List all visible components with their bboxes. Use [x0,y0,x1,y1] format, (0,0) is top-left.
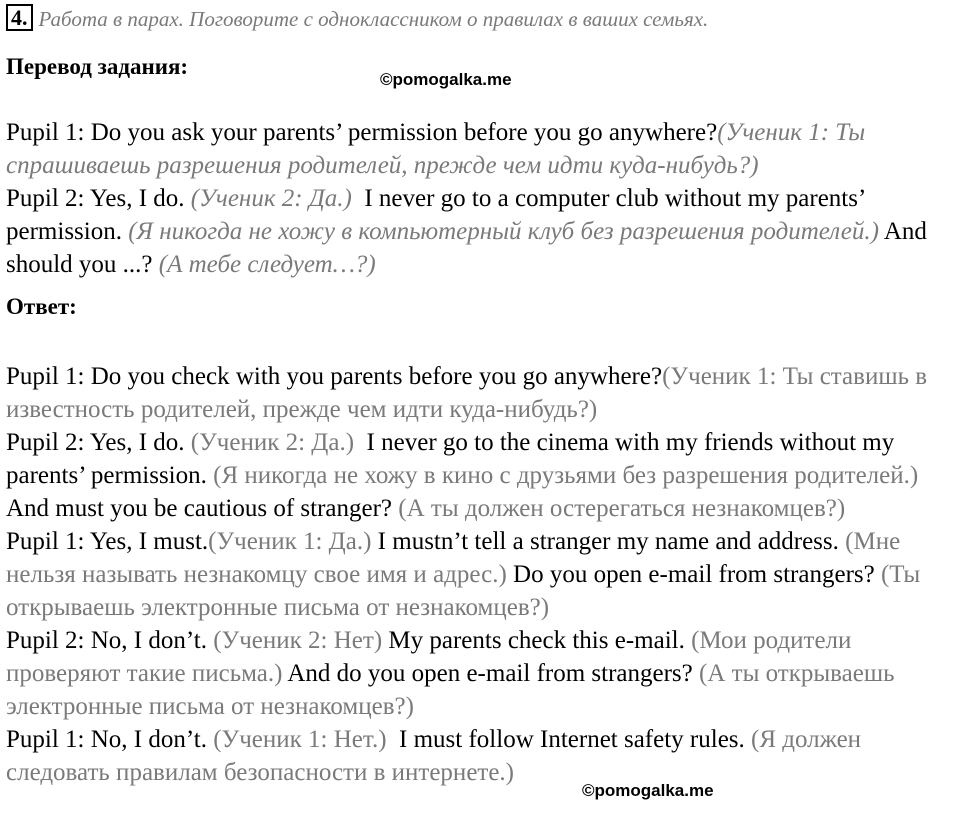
line-a4-en: And must you be cautious of stranger? [6,495,393,522]
line-a11-en: Pupil 1: No, I don’t. [6,726,207,753]
task-header [6,4,708,32]
line-t4-en: And should you ...? [6,218,927,278]
translation-block [6,116,958,281]
line-a8-ru: (Ученик 2: Нет) [213,627,383,654]
line-a2-ru: (Ученик 2: Да.) [190,429,355,456]
task-instruction: Работа в парах. Поговорите с одноклассником о правилах в ваших семьях. [38,7,709,31]
line-a6-ru: (Мне нельзя называть незнакомцу свое имя и адрес.) [6,528,901,588]
answer-block [6,360,958,789]
line-a10-en: And do you open e-mail from strangers? [287,660,693,687]
line-a8-en: Pupil 2: No, I don’t. [6,627,207,654]
line-a3-ru: (Я никогда не хожу в кино с друзьями без разрешения родителей.) [213,462,919,489]
line-a1-en: Pupil 1: Do you check with you parents before you go anywhere? [6,363,663,390]
line-t1-ru: (Ученик 1: Ты спрашиваешь разрешения родителей, прежде чем идти куда-нибудь?) [6,119,866,179]
line-a12-ru: (Я должен следовать правилам безопасности в интернете.) [6,726,862,786]
line-a4-ru: (А ты должен остерегаться незнакомцев?) [398,495,846,522]
task-number: 4. [6,4,33,31]
line-a7-ru: (Ты открываешь электронные письма от незнакомцев?) [6,561,921,621]
line-a1-ru: (Ученик 1: Ты ставишь в известность родителей, прежде чем идти куда-нибудь?) [6,363,928,423]
line-a6-en: I mustn’t tell a stranger my name and address. [377,528,839,555]
answer-heading: Ответ: [6,294,77,319]
line-a5-en: Pupil 1: Yes, I must. [6,528,209,555]
line-a11-ru: (Ученик 1: Нет.) [213,726,387,753]
line-a9-ru: (Мои родители проверяют такие письма.) [6,627,852,687]
line-t1-en: Pupil 1: Do you ask your parents’ permission before you go anywhere? [6,119,718,146]
watermark-bottom: ©pomogalka.me [582,781,714,800]
line-t2-en: Pupil 2: Yes, I do. [6,185,185,212]
line-t4-ru: (А тебе следует…?) [158,251,376,278]
line-a2-en: Pupil 2: Yes, I do. [6,429,185,456]
line-a5-ru: (Ученик 1: Да.) [208,528,372,555]
line-t3-en: I never go to a computer club without my parents’ permission. [6,185,865,245]
watermark-top: ©pomogalka.me [380,70,512,89]
line-a10-ru: (А ты открываешь электронные письма от незнакомцев?) [6,660,895,720]
line-a12-en: I must follow Internet safety rules. [399,726,745,753]
line-a3-en: I never go to the cinema with my friends without my parents’ permission. [6,429,895,489]
line-a9-en: My parents check this e-mail. [388,627,685,654]
line-a7-en: Do you open e-mail from strangers? [513,561,875,588]
line-t2-ru: (Ученик 2: Да.) [190,185,352,212]
line-t3-ru: (Я никогда не хожу в компьютерный клуб без разрешения родителей.) [128,218,879,245]
translation-heading: Перевод задания: [6,54,189,79]
